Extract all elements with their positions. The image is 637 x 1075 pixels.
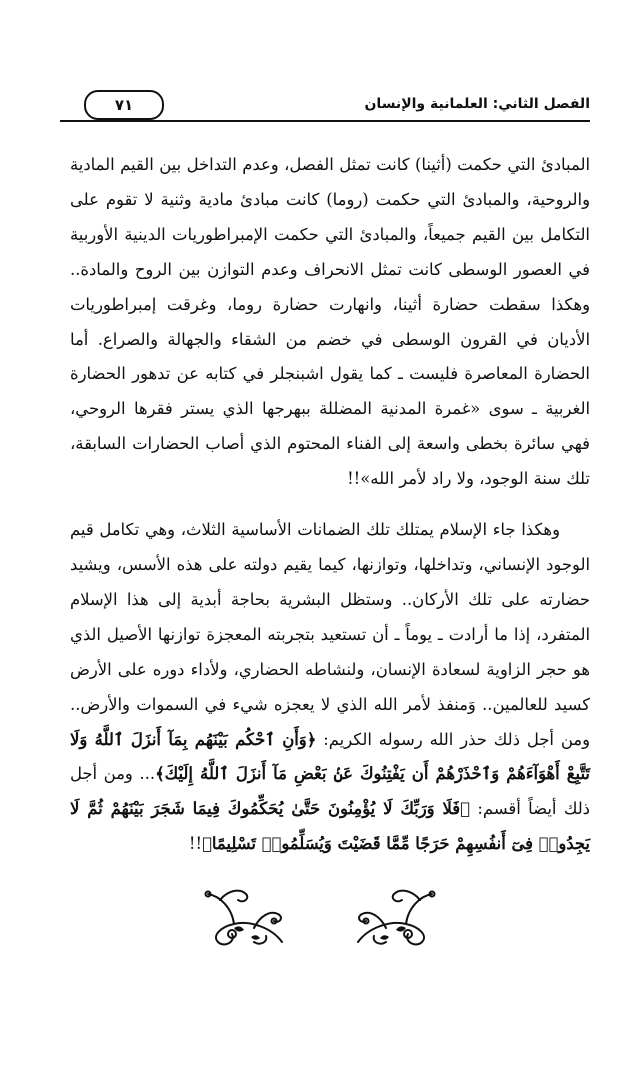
ornament-divider xyxy=(200,880,440,950)
header-rule xyxy=(60,120,590,122)
paragraph-2 xyxy=(70,513,590,862)
paragraph-text: المبادئ التي حكمت (أثينا) كانت تمثل الفصل، وعدم التداخل بين القيم المادية والروحية، والمبادئ التي حكمت (روما) كانت مبادئ مادية وثنية لا تقوم على التكامل بين القيم جميعاً، والمبادئ التي حكمت الإمبراطوريات الدينية الأوربية في العصور الوسطى كانت تمثل الانحراف وعدم التوازن بين الروح والمادة.. وهكذا سقطت حضارة أثينا، وانهارت حضارة روما، وغرقت إمبراطوريات الأديان في القرون الوسطى في خضم من الشقاء والجهالة والصراع. أما الحضارة المعاصرة فليست ـ كما يقول اشبنجلر في كتابه عن تدهور الحضارة الغربية ـ سوى «غمرة المدنية المضللة ببهرجها الذي يستر فقرها الروحي، فهي سائرة بخطى واسعة إلى الفناء المحتوم الذي أصاب الحضارات السابقة، تلك سنة الوجود، ولا راد لأمر الله»!! xyxy=(70,155,590,489)
body-text xyxy=(70,148,590,862)
paragraph-text: وهكذا جاء الإسلام يمتلك تلك الضمانات الأساسية الثلاث، وهي تكامل قيم الوجود الإنساني، وتداخلها، وتوازنها، كيما يقيم دولته على هذه الأسس، ويشيد حضارته على تلك الأركان.. وستظل البشرية بحاجة أبدية إلى هذا الإسلام المتفرد، إذا ما أرادت ـ يوماً ـ أن تستعيد بتجربته المعجزة توازنها الأصيل الذي هو حجر الزاوية لسعادة الإنسان، ولنشاطه الحضاري، ولأداء دوره على الأرض كسيد للعالمين.. وَمنفذ لأمر الله الذي لا يعجزه شيء في السموات والأرض.. ومن أجل ذلك حذر الله رسوله الكريم: xyxy=(70,520,591,749)
paragraph-text: !! xyxy=(188,834,203,854)
quran-verse: ﴿فَلَا وَرَبِّكَ لَا يُؤْمِنُونَ حَتَّىٰ يُحَكِّمُوكَ فِيمَا شَجَرَ بَيْنَهُمْ ثُمَّ لَا يَجِدُوا۟ فِىٓ أَنفُسِهِمْ حَرَجًا مِّمَّا قَضَيْتَ وَيُسَلِّمُوا۟ تَسْلِيمًا﴾ xyxy=(70,799,590,854)
page-header xyxy=(60,90,590,126)
page-number: ٧١ xyxy=(84,90,164,120)
paragraph-1 xyxy=(70,148,590,497)
quran-verse: ﴿وَأَنِ ٱحْكُم بَيْنَهُم بِمَآ أَنزَلَ ٱللَّهُ وَلَا تَتَّبِعْ أَهْوَآءَهُمْ وَٱحْذَرْهُمْ أَن يَفْتِنُوكَ عَنۢ بَعْضِ مَآ أَنزَلَ ٱللَّهُ إِلَيْكَ﴾ xyxy=(70,729,590,784)
floral-ornament-icon xyxy=(350,880,440,950)
paragraph-text: ... ومن أجل ذلك أيضاً أقسم: xyxy=(70,764,590,819)
running-title: الفصل الثاني: العلمانية والإنسان xyxy=(364,96,590,112)
floral-ornament-icon xyxy=(200,880,290,950)
